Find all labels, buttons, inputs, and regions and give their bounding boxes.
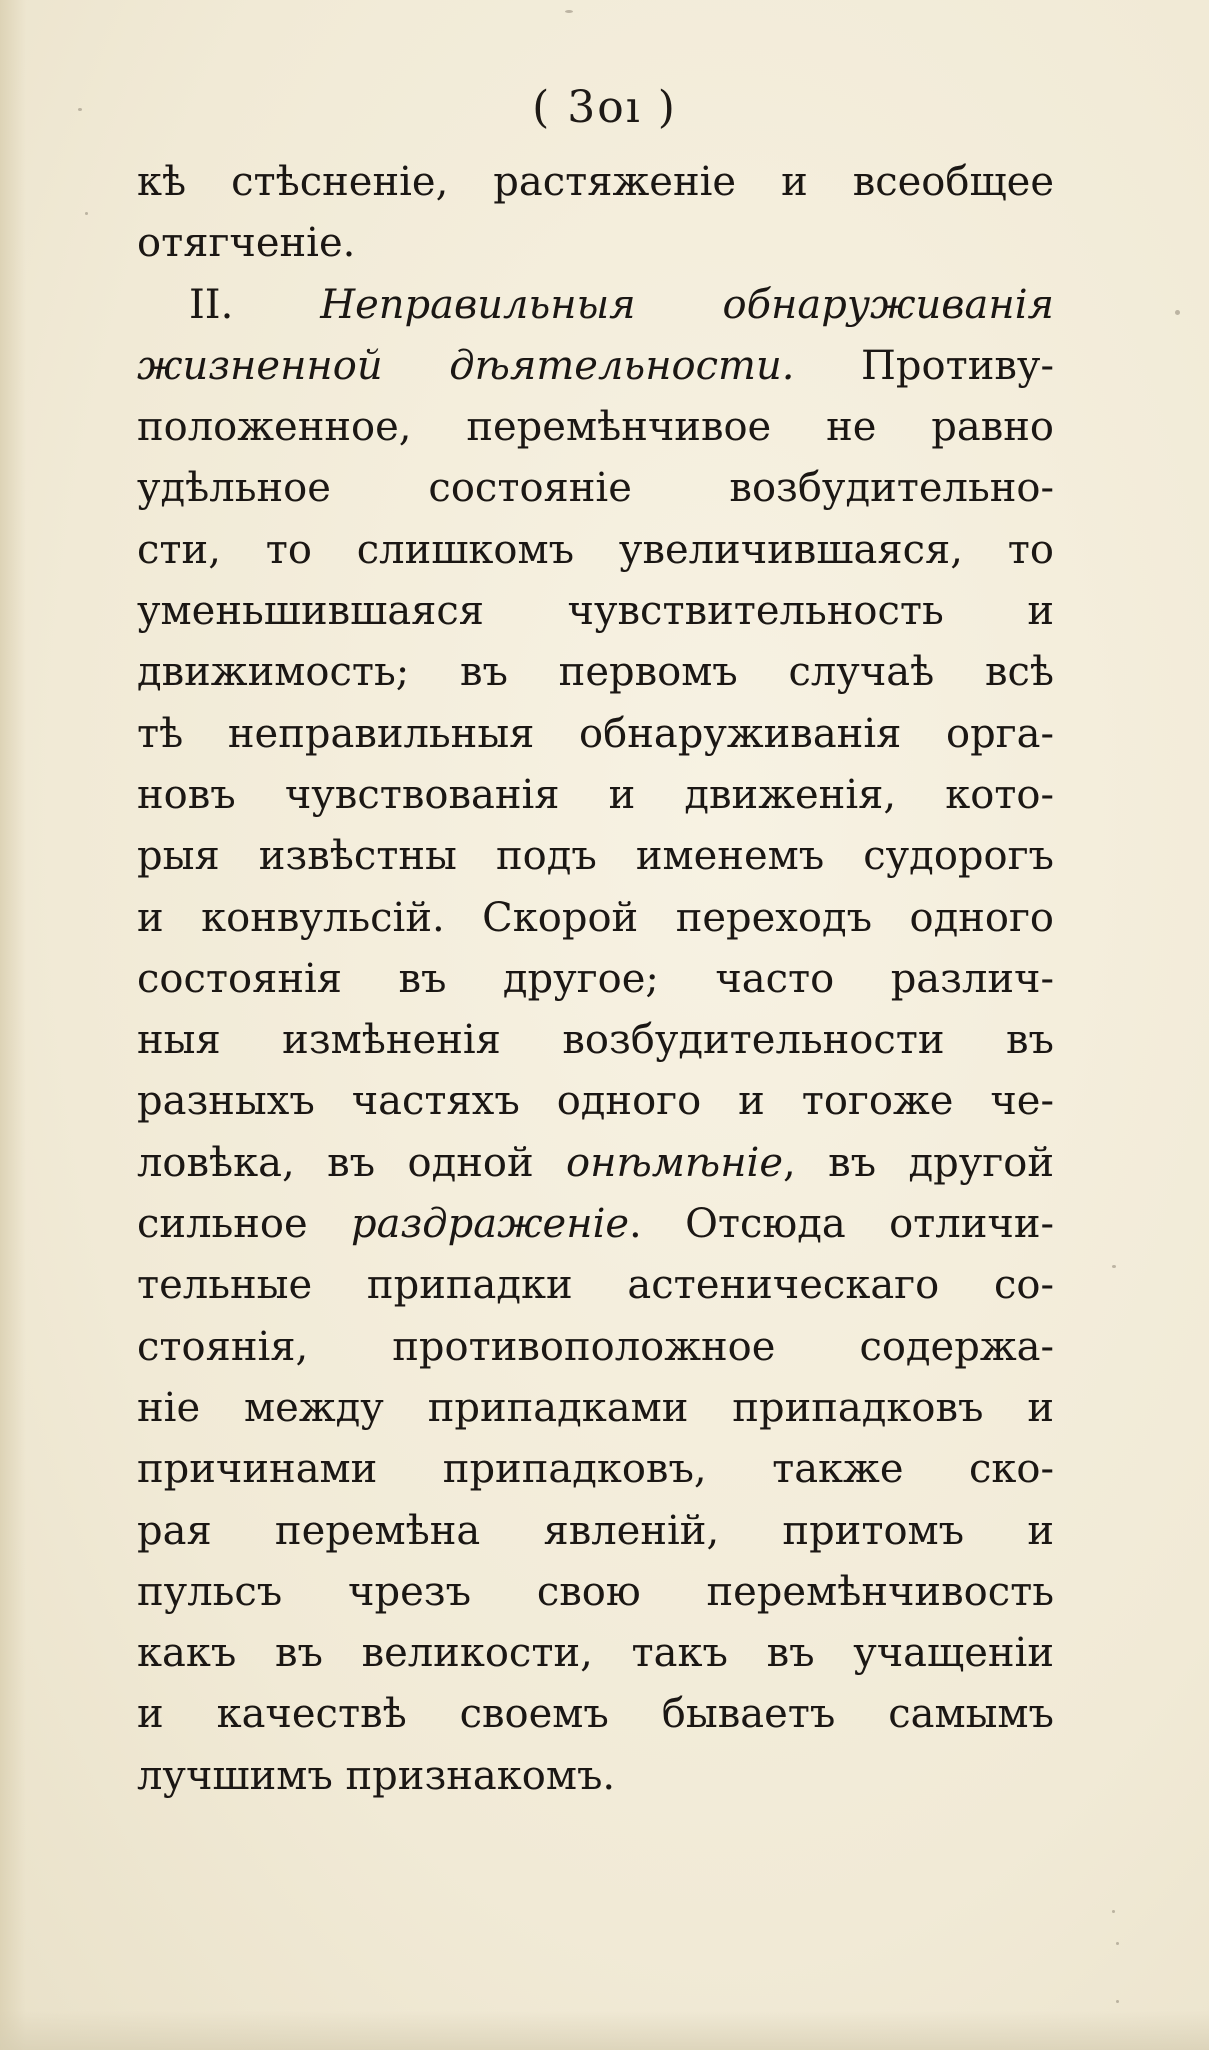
text-run: пульсъ чрезъ свою перемѣнчивость	[137, 1568, 1054, 1615]
text-run: Противу-	[794, 342, 1054, 389]
text-line	[137, 1317, 1054, 1378]
text-run: рая перемѣна явленій, притомъ и	[137, 1507, 1054, 1554]
text-line	[137, 826, 1054, 887]
text-line	[137, 581, 1054, 642]
text-line	[137, 1255, 1054, 1316]
text-run: кѣ стѣсненіе, растяженіе и всеобщее	[137, 159, 1054, 205]
paper-speck	[1175, 310, 1180, 315]
paper-speck	[1112, 1265, 1116, 1268]
text-line	[137, 520, 1054, 581]
paper-speck	[1116, 1942, 1119, 1945]
text-line	[137, 1684, 1054, 1745]
text-line	[137, 213, 1054, 274]
text-line	[137, 1010, 1054, 1071]
section-title-italic: жизненной дѣятельности.	[137, 342, 795, 389]
body-text	[137, 152, 1054, 1807]
text-line	[137, 1439, 1054, 1500]
text-run: состоянія въ другое; часто различ-	[137, 955, 1054, 1002]
page-left-edge-shadow	[0, 0, 26, 2050]
section-number: II.	[189, 281, 321, 328]
page-number: ( 3oı )	[532, 82, 677, 133]
text-run: какъ въ великости, такъ въ учащеніи	[137, 1630, 1054, 1677]
section-heading-line	[137, 275, 1054, 336]
text-run: новъ чувствованія и движенія, кото-	[137, 771, 1054, 818]
text-line	[137, 397, 1054, 458]
text-line	[137, 1746, 1054, 1807]
paper-speck	[85, 212, 88, 215]
text-line	[137, 949, 1054, 1010]
emphasis-italic: онѣмѣніе	[566, 1139, 784, 1186]
paper-speck	[1112, 1910, 1115, 1913]
text-line	[137, 765, 1054, 826]
text-run: и конвульсій. Скорой переходъ одного	[137, 894, 1054, 941]
text-line	[137, 152, 1054, 213]
section-heading-line	[137, 336, 1054, 397]
text-line	[137, 1071, 1054, 1132]
text-run: ныя измѣненія возбудительности въ	[137, 1017, 1054, 1064]
text-line	[137, 642, 1054, 703]
text-run: движимость; въ первомъ случаѣ всѣ	[137, 649, 1054, 696]
text-line	[137, 1378, 1054, 1439]
text-run: сти, то слишкомъ увеличившаяся, то	[137, 526, 1054, 573]
text-run: стоянія, противоположное содержа-	[137, 1323, 1054, 1370]
text-run: сильное	[137, 1201, 352, 1248]
text-run: рыя извѣстны подъ именемъ судорогъ	[137, 833, 1054, 880]
text-run: лучшимъ признакомъ.	[137, 1752, 616, 1799]
text-run: причинами припадковъ, также ско-	[137, 1446, 1054, 1493]
text-run: . Отсюда отличи-	[629, 1201, 1054, 1248]
text-run: ніе между припадками припадковъ и	[137, 1384, 1054, 1431]
paper-speck	[1116, 2000, 1119, 2003]
section-title-italic: Неправильныя обнаруживанія	[320, 281, 1055, 328]
text-run: тѣ неправильныя обнаруживанія орга-	[137, 710, 1054, 757]
text-line	[137, 704, 1054, 765]
text-run: тельные припадки астеническаго со-	[137, 1262, 1054, 1309]
text-line	[137, 458, 1054, 519]
emphasis-italic: раздраженіе	[351, 1201, 630, 1248]
text-line	[137, 1194, 1054, 1255]
text-run: уменьшившаяся чувствительность и	[137, 588, 1054, 635]
text-line	[137, 888, 1054, 949]
text-run: положенное, перемѣнчивое не равно	[137, 404, 1054, 451]
text-run: и качествѣ своемъ бываетъ самымъ	[137, 1691, 1054, 1738]
text-run: разныхъ частяхъ одного и тогоже че-	[137, 1078, 1054, 1125]
text-line	[137, 1501, 1054, 1562]
text-line	[137, 1562, 1054, 1623]
text-run: ловѣка, въ одной	[137, 1139, 567, 1186]
text-line	[137, 1133, 1054, 1194]
paper-speck	[565, 10, 573, 13]
text-run: , въ другой	[783, 1139, 1054, 1186]
text-line	[137, 1623, 1054, 1684]
text-run: удѣльное состояніе возбудительно-	[137, 465, 1054, 512]
text-run: отягченіе.	[137, 220, 356, 267]
page-bottom-edge-shadow	[0, 2010, 1209, 2050]
